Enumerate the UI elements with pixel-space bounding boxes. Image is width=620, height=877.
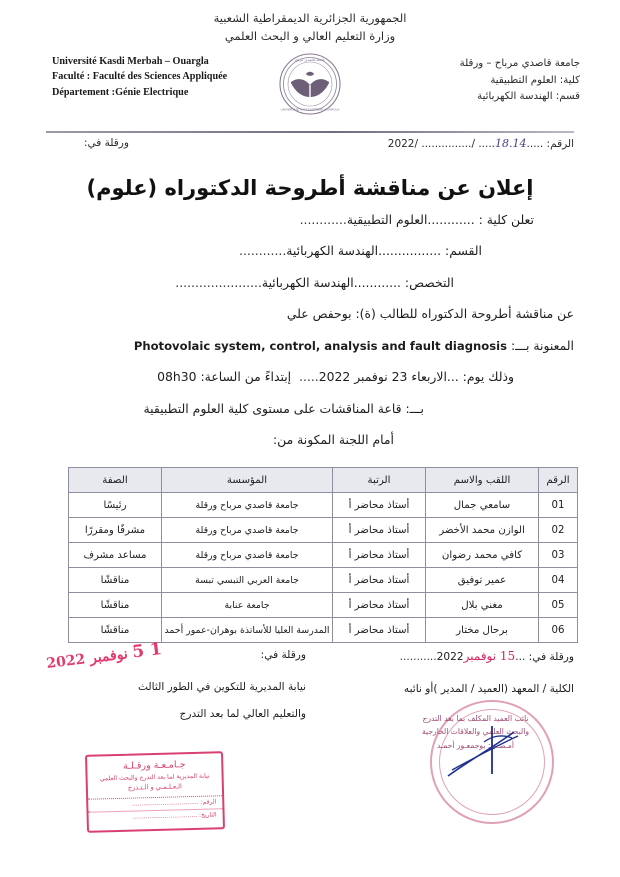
cell-role: مشرفًا ومقررًا (69, 518, 162, 543)
institution-french-block (52, 54, 227, 100)
speciality-label: التخصص: ............ (353, 274, 454, 290)
university-name-ar: جامعة قاصدي مرباح – ورقلة (459, 58, 580, 69)
department-value: الهندسة الكهربائية (286, 243, 379, 259)
venue-value: قاعة المناقشات على مستوى كلية العلوم التطبيقية (143, 400, 402, 416)
date-label: وذلك يوم: ... (446, 369, 514, 385)
footer-right-signer: الكلية / المعهد (العميد / المدير )أو نائبه (403, 682, 574, 695)
footer-right-date-label: ورقلة في: ... (515, 651, 574, 663)
ministry-line: وزارة التعليم العالي و البحث العلمي (224, 28, 396, 43)
header-number: الرقم (539, 468, 578, 493)
faculty-label: تعلن كلية : ............ (427, 212, 534, 227)
speciality-dots: ...................... (175, 274, 262, 290)
svg-text:جامعة قاصدي مرباح: جامعة قاصدي مرباح (294, 58, 326, 62)
stamp-rect-line-4: الرقم: ................................... (88, 795, 222, 809)
stamp-rect-line-3: الـعـلـمـي و الـتـدرج (127, 782, 183, 792)
faculty-value: العلوم التطبيقية (346, 212, 428, 227)
page-title: إعلان عن مناقشة أطروحة الدكتوراه (علوم) (86, 176, 534, 200)
reference-middle-dots: ..... /............... / (414, 138, 496, 150)
cell-number: 05 (539, 593, 578, 618)
header-name: اللقب والاسم (426, 468, 539, 493)
date-time-line (46, 371, 574, 383)
cell-role: رئيسًا (69, 493, 162, 518)
cell-role: مناقشًا (69, 593, 162, 618)
header-divider (46, 131, 574, 133)
faculty-dots: ............ (299, 212, 347, 227)
cell-role: مساعد مشرف (69, 543, 162, 568)
time-value: 08h30 (157, 369, 197, 385)
announcement-body (46, 214, 574, 465)
university-seal-logo (278, 52, 342, 116)
jury-table (68, 467, 578, 643)
stamp-rect-line-1: جـامـعـة ورقـلـة (122, 759, 186, 772)
cell-name: عمير توفيق (426, 568, 539, 593)
institution-header (0, 54, 620, 126)
faculty-line (46, 214, 574, 226)
cell-number: 03 (539, 543, 578, 568)
thesis-title: Photovolaic system, control, analysis and fault diagnosis (133, 338, 507, 353)
speciality-value: الهندسة الكهربائية (261, 274, 354, 290)
time-label: إبتداءً من الساعة: (200, 369, 292, 385)
cell-number: 01 (539, 493, 578, 518)
department-name-fr: Département :Génie Electrique (52, 86, 189, 98)
footer-left-date-label: ورقلة في: (260, 649, 306, 661)
institution-arabic-block (460, 56, 580, 106)
table-header-row (69, 468, 578, 493)
venue-line (46, 400, 574, 416)
stamp-rect-line-2: نيابة المديرية لما بعد التدرج والبحث العلمي (99, 772, 210, 783)
national-header (0, 10, 620, 46)
reference-handwritten-value: 18.14 (495, 137, 527, 150)
blue-ink-signature (440, 718, 550, 788)
cell-rank: أستاذ محاضر أ (333, 593, 426, 618)
date-value: الاربعاء 23 نوفمبر 2022 (318, 369, 447, 385)
footer-right-date-dots: ........... (399, 651, 437, 663)
footer-right-date-handwritten: 15 نوفمبر (463, 649, 516, 663)
cell-name: كافي محمد رضوان (426, 543, 539, 568)
cell-name: برحال مختار (426, 618, 539, 643)
cell-rank: أستاذ محاضر أ (333, 543, 426, 568)
thesis-line (46, 337, 574, 353)
jury-intro-line: أمام اللجنة المكونة من: (272, 432, 394, 448)
cell-rank: أستاذ محاضر أ (333, 493, 426, 518)
handwritten-day: 1 5 (131, 638, 163, 663)
cell-name: سامعي جمال (426, 493, 539, 518)
cell-institution: جامعة عنابة (162, 593, 333, 618)
reference-label: الرقم: ..... (526, 138, 574, 150)
handwritten-year: 2022 (45, 651, 87, 673)
faculty-name-fr: Faculté : Faculté des Sciences Appliquée (52, 71, 228, 83)
speciality-line (46, 274, 574, 290)
cell-role: مناقشًا (69, 568, 162, 593)
reference-year: 2022 (387, 138, 415, 150)
cell-institution: جامعة العربي التبسي تبسة (162, 568, 333, 593)
cell-rank: أستاذ محاضر أ (333, 518, 426, 543)
table-row (69, 618, 578, 643)
cell-number: 06 (539, 618, 578, 643)
student-label: عن مناقشة أطروحة الدكتوراه للطالب (ة): (355, 306, 574, 322)
cell-institution: المدرسة العليا للأساتذة بوهران-عمور أحمد (162, 618, 333, 643)
cell-institution: جامعة قاصدي مرباح ورقلة (162, 543, 333, 568)
cell-role: مناقشًا (69, 618, 162, 643)
rectangular-red-stamp (85, 751, 225, 833)
cell-institution: جامعة قاصدي مرباح ورقلة (162, 518, 333, 543)
handwritten-month: نوفمبر (89, 646, 129, 667)
department-dots: ............ (239, 243, 287, 259)
header-institution: المؤسسة (162, 468, 333, 493)
reference-line (46, 137, 574, 157)
cell-name: الوازن محمد الأخضر (426, 518, 539, 543)
cell-rank: أستاذ محاضر أ (333, 618, 426, 643)
footer-right-date-year: 2022 (436, 651, 464, 663)
university-name-fr: Université Kasdi Merbah – Ouargla (52, 56, 209, 67)
cell-name: مغني بلال (426, 593, 539, 618)
department-name-ar: قسم: الهندسة الكهربائية (477, 91, 580, 103)
stamp-circle-line-3: أمـضـى: بوجمعـور أحمـد (437, 740, 514, 750)
place-date-label: ورقلة في: (84, 137, 129, 149)
header-role: الصفة (69, 468, 162, 493)
table-row (69, 593, 578, 618)
department-line (46, 245, 574, 257)
table-row (69, 493, 578, 518)
footer-left-line-1: نيابة المديرية للتكوين في الطور الثالث (138, 680, 306, 693)
stamp-rect-line-5: التاريخ: .................................. (88, 808, 222, 822)
cell-rank: أستاذ محاضر أ (333, 568, 426, 593)
table-row (69, 543, 578, 568)
table-row (69, 568, 578, 593)
stamp-circle-line-2: والبحث العلمي والعلاقات الخارجية (421, 727, 530, 737)
republic-line: الجمهورية الجزائرية الديمقراطية الشعبية (213, 11, 407, 25)
student-line (46, 308, 574, 320)
student-name: بوحفص علي (286, 306, 352, 322)
cell-number: 02 (539, 518, 578, 543)
header-rank: الرتبة (333, 468, 426, 493)
thesis-label: المعنونة بـــ: (510, 337, 574, 353)
reference-number (388, 137, 574, 150)
stamp-circle-line-1: نائب العميد المكلف بما بعد التدرج (422, 714, 529, 723)
cell-institution: جامعة قاصدي مرباح ورقلة (162, 493, 333, 518)
table-row (69, 518, 578, 543)
venue-label: بـــ: (405, 400, 424, 416)
footer-right-block (326, 650, 574, 694)
faculty-name-ar: كلية: العلوم التطبيقية (490, 74, 580, 86)
footer-right-date (326, 650, 574, 663)
cell-number: 04 (539, 568, 578, 593)
svg-text:UNIVERSITE KASDI MERBAH OUARGL: UNIVERSITE KASDI MERBAH OUARGLA (280, 107, 340, 112)
date-dots: ..... (299, 369, 319, 385)
department-label: القسم: ................ (378, 243, 482, 259)
footer-left-line-2: والتعليم العالي لما بعد التدرج (179, 708, 306, 721)
